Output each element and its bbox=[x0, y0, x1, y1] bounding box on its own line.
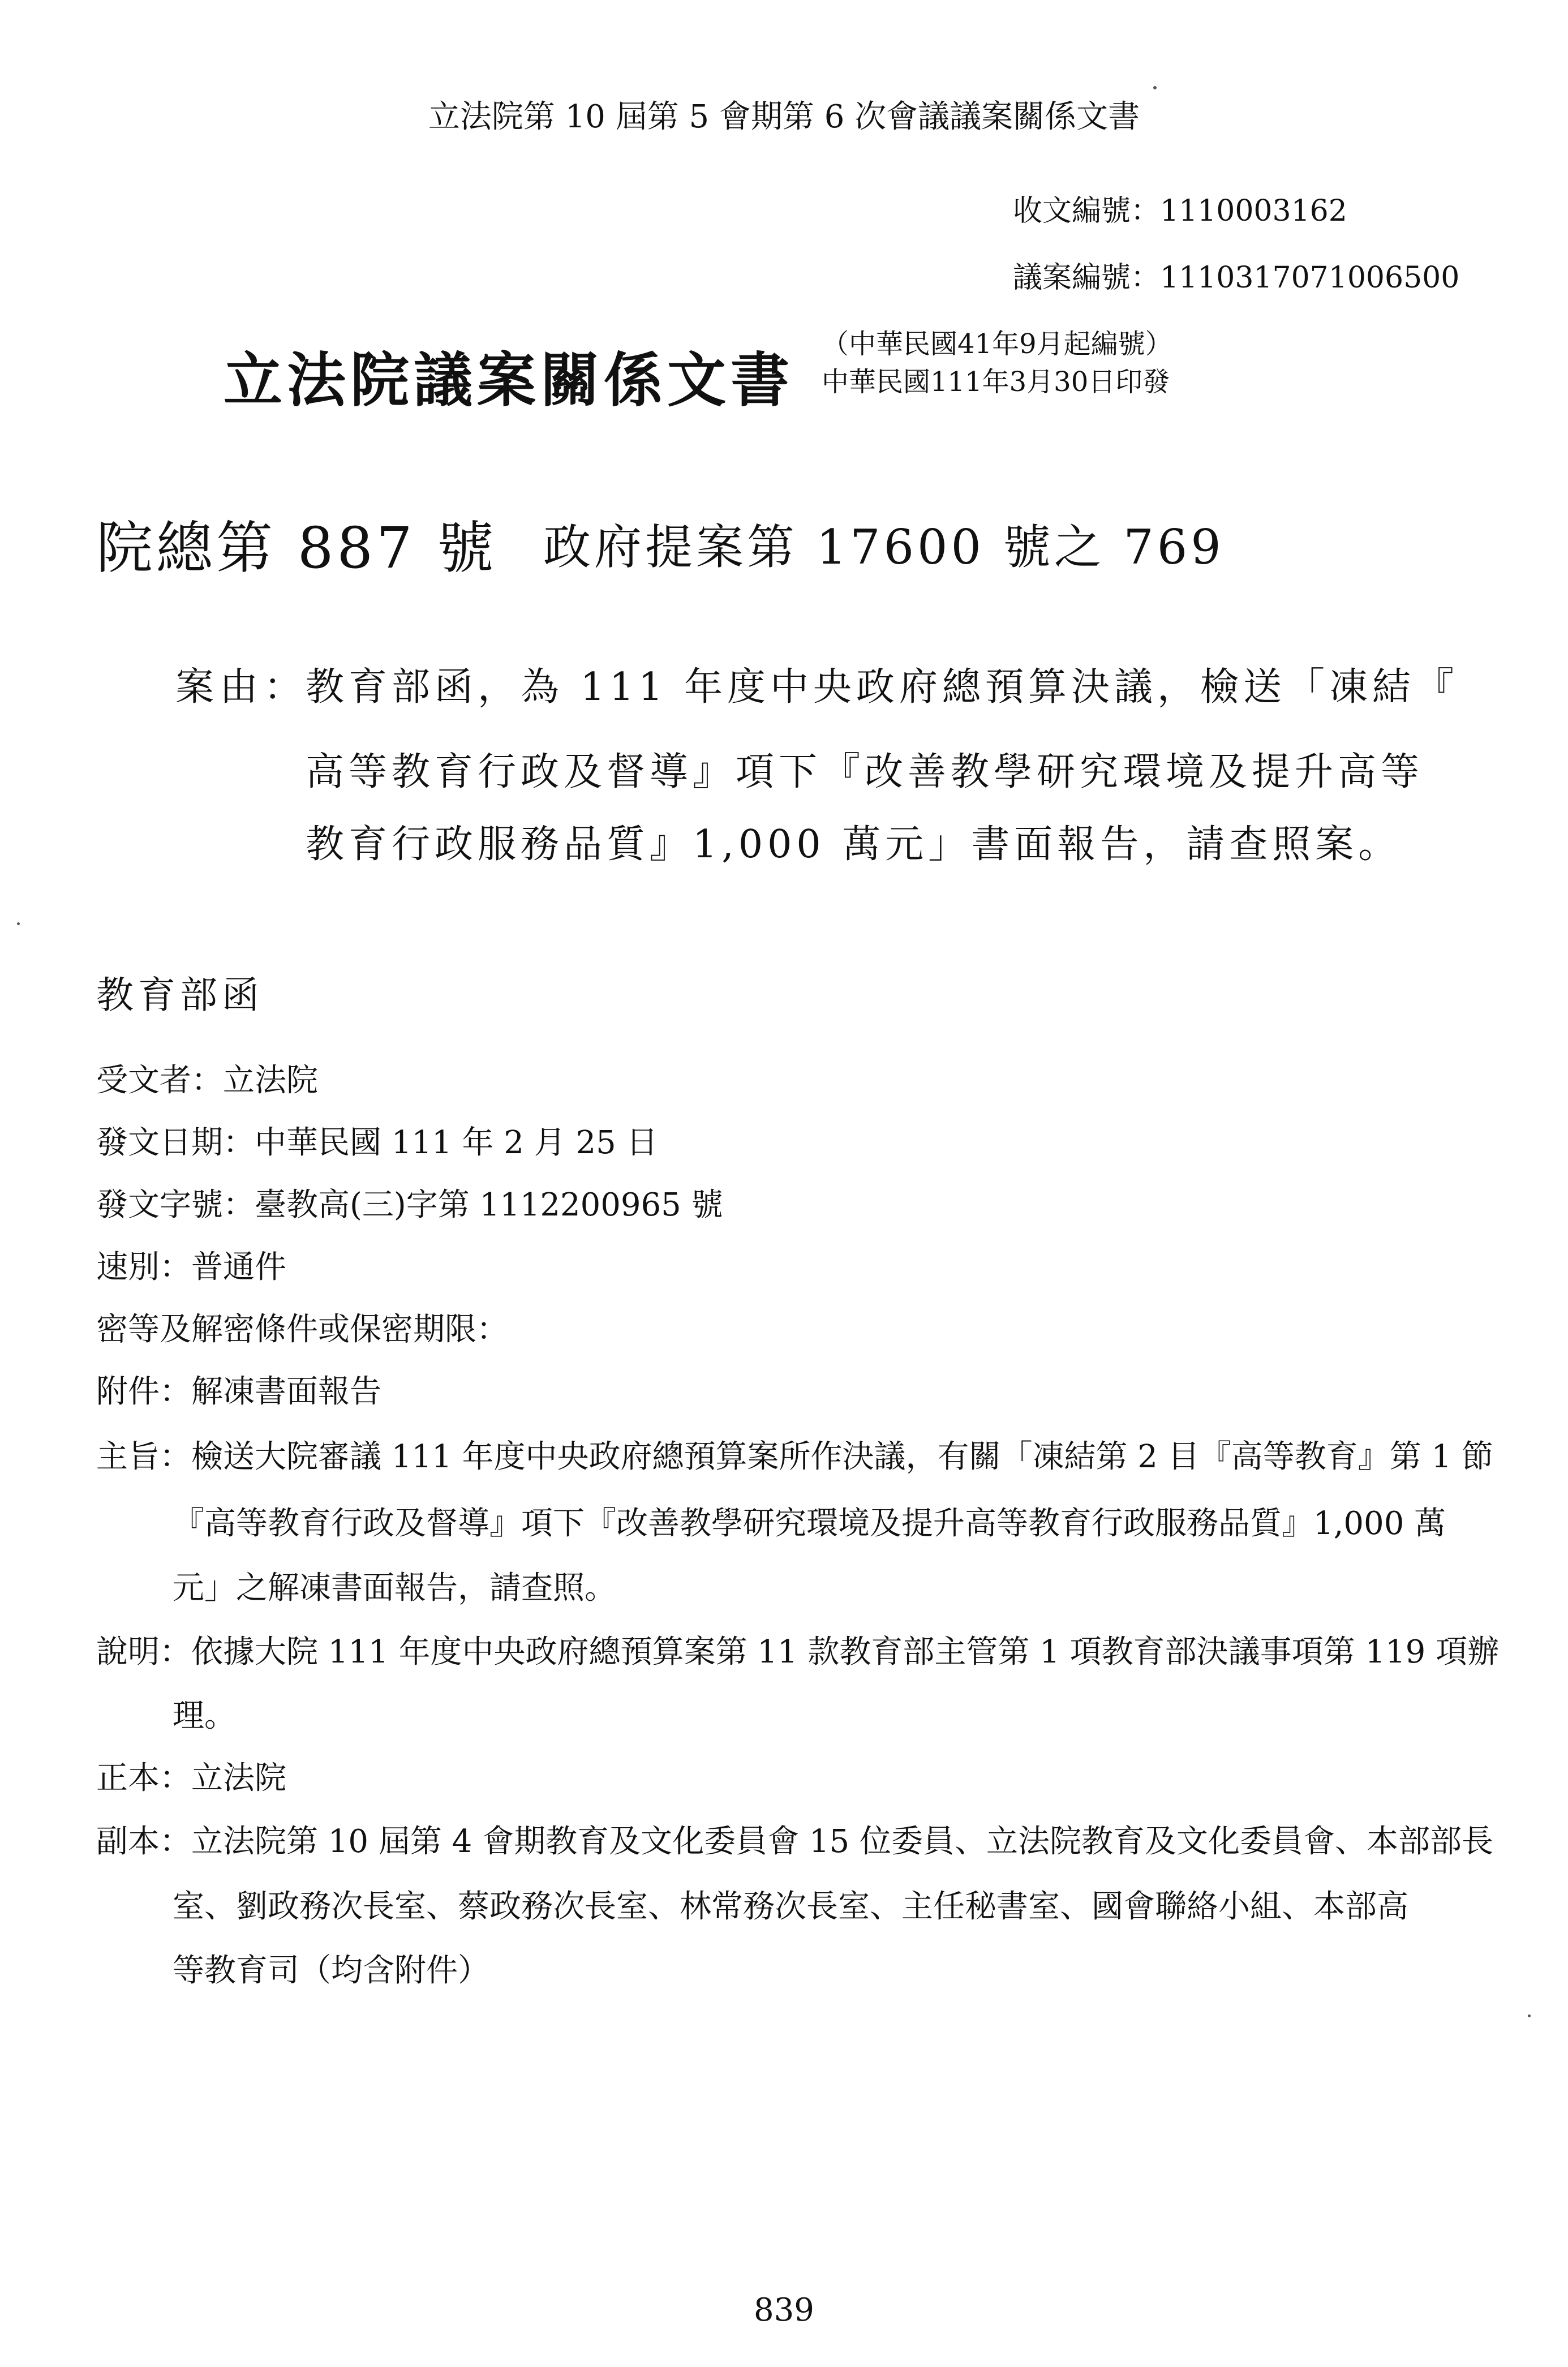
running-header: 立法院第 10 屆第 5 會期第 6 次會議議案關係文書 bbox=[428, 98, 1140, 135]
scan-speck bbox=[1528, 2014, 1531, 2017]
document-number-field: 發文字號：臺教高(三)字第 1112200965 號 bbox=[96, 1187, 723, 1223]
recipient-field: 受文者：立法院 bbox=[96, 1062, 318, 1099]
gist-continuation: 『高等教育行政及督導』項下『改善教學研究環境及提升高等教育行政服務品質』1,000 萬 bbox=[173, 1505, 1446, 1542]
explanation-continuation: 理。 bbox=[173, 1698, 236, 1734]
copies-continuation: 等教育司（均含附件） bbox=[173, 1952, 489, 1989]
original-recipient-field: 正本：立法院 bbox=[96, 1760, 286, 1797]
secrecy-field: 密等及解密條件或保密期限： bbox=[96, 1311, 508, 1348]
copies-continuation: 室、劉政務次長室、蔡政務次長室、林常務次長室、主任秘書室、國會聯絡小組、本部高 bbox=[173, 1888, 1408, 1925]
subject-label: 案由： bbox=[175, 665, 308, 710]
gist-continuation: 元」之解凍書面報告，請查照。 bbox=[173, 1570, 616, 1606]
scan-speck bbox=[1153, 86, 1157, 89]
copies-field: 副本：立法院第 10 屆第 4 會期教育及文化委員會 15 位委員、立法院教育及文化委員會、本部部長 bbox=[96, 1823, 1493, 1860]
government-proposal-number: 政府提案第 17600 號之 769 bbox=[543, 519, 1225, 575]
scan-speck bbox=[17, 922, 20, 925]
print-date: 中華民國111年3月30日印發 bbox=[822, 366, 1170, 398]
receipt-number: 收文編號：1110003162 bbox=[1013, 194, 1347, 228]
explanation-field: 說明：依據大院 111 年度中央政府總預算案第 11 款教育部主管第 1 項教育部決議事項第 119 項辦 bbox=[96, 1634, 1500, 1670]
subject-line: 教育部函，為 111 年度中央政府總預算決議，檢送「凍結『 bbox=[306, 665, 1459, 710]
general-file-number: 院總第 887 號 bbox=[96, 515, 497, 581]
document-title: 立法院議案關係文書 bbox=[224, 345, 794, 415]
attachment-field: 附件：解凍書面報告 bbox=[96, 1373, 381, 1410]
bill-number: 議案編號：1110317071006500 bbox=[1013, 261, 1460, 295]
subject-line: 教育行政服務品質』1,000 萬元」書面報告，請查照案。 bbox=[306, 822, 1402, 867]
subject-line: 高等教育行政及督導』項下『改善教學研究環境及提升高等 bbox=[306, 750, 1424, 794]
page-number: 839 bbox=[754, 2292, 814, 2329]
sender-heading: 教育部函 bbox=[96, 973, 264, 1017]
speed-field: 速別：普通件 bbox=[96, 1249, 286, 1286]
issue-date-field: 發文日期：中華民國 111 年 2 月 25 日 bbox=[96, 1124, 658, 1161]
gist-field: 主旨：檢送大院審議 111 年度中央政府總預算案所作決議，有關「凍結第 2 目『高等教育』第 1 節 bbox=[96, 1438, 1493, 1475]
numbering-note: （中華民國41年9月起編號） bbox=[822, 328, 1172, 360]
